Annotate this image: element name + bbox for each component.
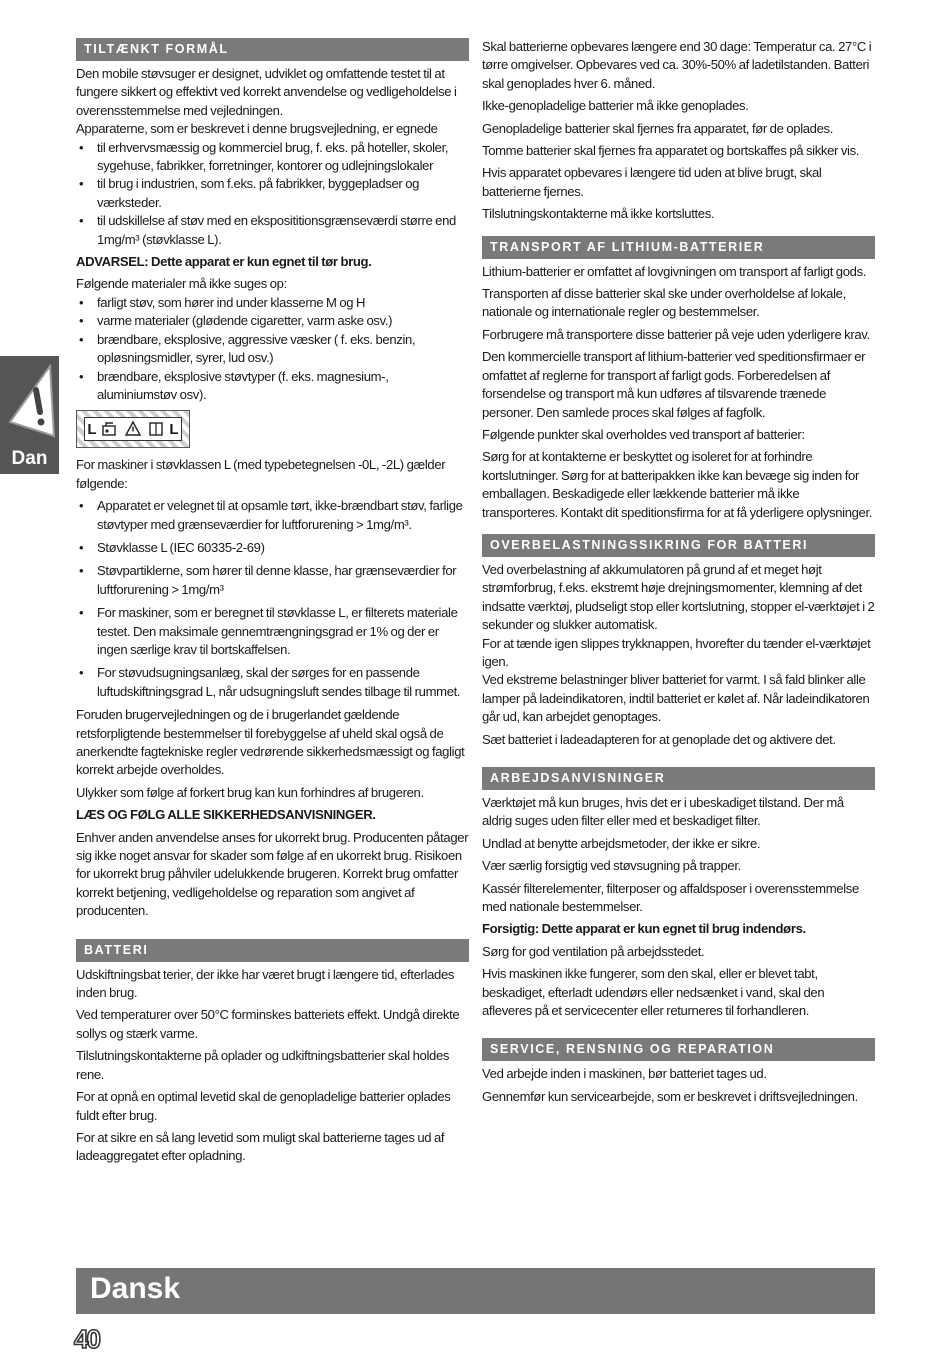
page-number: 40 [74, 1324, 99, 1354]
language-code: Dan [11, 448, 48, 469]
language-side-tab [0, 356, 59, 474]
paragraph: Lithium-batterier er omfattet af lovgivningen om transport af farligt gods. [482, 263, 867, 279]
paragraph: Ved ekstreme belastninger bliver batteriet for varmt. I så fald blinker alle lamper på ladeindikatoren, indtil batteriet er kølet af. Når ladeindikatoren går ud, kan arbejdet genoptages. [482, 672, 870, 725]
section-heading-overload: OVERBELASTNINGSSIKRING FOR BATTERI [482, 534, 875, 557]
paragraph: Ikke-genopladelige batterier må ikke genoplades. [482, 98, 749, 114]
list-item: • farligt støv, som hører ind under klasserne M og H [76, 294, 469, 312]
dust-class-letter: L [169, 420, 179, 438]
paragraph: Den mobile støvsuger er designet, udviklet og omfattende testet til at fungere sikkert og effektivt ved korrekt anvendelse og vedligeholdelse i overensstemmelse med vejledningen. [76, 66, 457, 118]
list-item: • Apparatet er velegnet til at opsamle tørt, ikke-brændbart støv, farlige støvtyper med grænseværdier for luftforurening > 1mg/m³. [76, 497, 469, 534]
paragraph: Enhver anden anvendelse anses for ukorrekt brug. Producenten påtager sig ikke noget ansvar for skader som følge af en ukorrekt brug. Risikoen for ukorrekt brug påhviler udelukkende brugeren. Korrekt brug omfatter korrekt betjening, vedligeholdelse og reparation som angivet af producenten. [76, 829, 469, 919]
paragraph: Gennemfør kun servicearbejde, som er beskrevet i driftsvejledningen. [482, 1088, 858, 1104]
section-heading-service: SERVICE, RENSNING OG REPARATION [482, 1038, 875, 1061]
section-heading-intended-use: TILTÆNKT FORMÅL [76, 38, 469, 61]
list-item: • til erhvervsmæssig og kommerciel brug, f. eks. på hoteller, skoler, sygehuse, fabrikker, forretninger, kontorer og udlejningslokaler [76, 139, 469, 176]
paragraph: Undlad at benytte arbejdsmetoder, der ikke er sikre. [482, 835, 761, 851]
right-column [482, 38, 875, 1110]
paragraph: Tilslutningskontakterne på oplader og udkiftningsbatterier skal holdes rene. [76, 1048, 450, 1082]
paragraph: Følgende punkter skal overholdes ved transport af batterier: [482, 426, 805, 442]
dust-class-l-symbol [76, 410, 190, 448]
list-item: • varme materialer (glødende cigaretter, varm aske osv.) [76, 312, 469, 330]
paragraph: Tomme batterier skal fjernes fra apparatet og bortskaffes på sikker vis. [482, 143, 860, 159]
list [76, 139, 469, 249]
list-item: • brændbare, eksplosive, aggressive væsker ( f. eks. benzin, opløsningsmidler, syrer, lud osv.) [76, 331, 469, 368]
dust-class-letter: L [87, 420, 97, 438]
paragraph: Genopladelige batterier skal fjernes fra apparatet, før de oplades. [482, 120, 834, 136]
paragraph: For at tænde igen slippes trykknappen, hvorefter du tænder el-værktøjet igen. [482, 635, 871, 669]
paragraph: Apparaterne, som er beskrevet i denne brugsvejledning, er egnede [76, 121, 438, 137]
paragraph: Ved arbejde inden i maskinen, bør batteriet tages ud. [482, 1066, 767, 1082]
paragraph: Transporten af disse batterier skal ske under overholdelse af lokale, nationale og internationale regler og bestemmelser. [482, 286, 846, 320]
section-heading-battery: BATTERI [76, 939, 469, 962]
warning-icon [124, 420, 142, 438]
footer-language-bar [76, 1268, 875, 1314]
paragraph: Sørg for at kontakterne er beskyttet og isoleret for at forhindre kortslutninger. Sørg for at batteripakken ikke kan bevæge sig inden for emballagen. Beskadigede eller lækkende batterier må ikke transporteres. Kontakt dit speditionsfirma for at få yderligere oplysninger. [482, 449, 873, 520]
paragraph: For maskiner i støvklassen L (med typebetegnelsen -0L, -2L) gælder følgende: [76, 457, 446, 491]
paragraph: For at opnå en optimal levetid skal de genopladelige batterier oplades fuldt efter brug. [76, 1089, 451, 1123]
footer-language-label: Dansk [90, 1272, 181, 1305]
paragraph: Ulykker som følge af forkert brug kan kun forhindres af brugeren. [76, 784, 424, 800]
manual-book-icon [147, 420, 165, 438]
list [76, 294, 469, 404]
list-item: • til udskillelse af støv med en eksposititionsgrænseværdi større end 1mg/m³ (støvklasse L). [76, 212, 469, 249]
paragraph: Skal batterierne opbevares længere end 30 dage: Temperatur ca. 27°C i tørre omgivelser. Opbevares ved ca. 30%-50% af ladetilstanden. Batteri skal genoplades hver 6. måned. [482, 39, 872, 91]
paragraph: Kassér filterelementer, filterposer og affaldsposer i overensstemmelse med nationale bestemmelser. [482, 880, 859, 915]
paragraph: Vær særlig forsigtig ved støvsugning på trapper. [482, 858, 741, 874]
paragraph: Hvis maskinen ikke fungerer, som den skal, eller er blevet tabt, beskadiget, efterladt udendørs eller nedsænket i vand, skal den afleveres på et servicecenter eller returneres til forhandleren. [482, 966, 825, 1019]
safety-instruction-heading: LÆS OG FØLG ALLE SIKKERHEDSANVISNINGER. [76, 807, 376, 823]
section-heading-work-instructions: ARBEJDSANVISNINGER [482, 767, 875, 790]
paragraph: Udskiftningsbat terier, der ikke har været brugt i længere tid, efterlades inden brug. [76, 966, 455, 1001]
paragraph: Hvis apparatet opbevares i længere tid uden at blive brugt, skal batterierne fjernes. [482, 165, 822, 199]
paragraph: Følgende materialer må ikke suges op: [76, 276, 287, 292]
list-item: • Støvklasse L (IEC 60335-2-69) [76, 539, 469, 557]
warning-text: ADVARSEL: Dette apparat er kun egnet til tør brug. [76, 254, 372, 270]
section-heading-transport: TRANSPORT AF LITHIUM-BATTERIER [482, 236, 875, 259]
paragraph: Ved temperaturer over 50°C forminskes batteriets effekt. Undgå direkte sollys og stærk varme. [76, 1007, 460, 1041]
list-item: • til brug i industrien, som f.eks. på fabrikker, byggepladser og værksteder. [76, 175, 469, 212]
paragraph: Foruden brugervejledningen og de i brugerlandet gældende retsforpligtende bestemmelser til forebyggelse af uheld skal også de anerkendte fagtekniske regler vedrørende sikkerhedsmæssigt og fagligt korrekt arbejde overholdes. [76, 707, 465, 778]
vacuum-icon [101, 420, 119, 438]
paragraph: Den kommercielle transport af lithium-batterier ved speditionsfirmaer er omfattet af reglerne for transport af farligt gods. Forberedelsen af forsendelse og transport må kun udføres af tilsvarende trænede personer. Den samlede proces skal følges af fagfolk. [482, 349, 866, 420]
paragraph: Ved overbelastning af akkumulatoren på grund af et meget højt strømforbrug, f.eks. ekstremt høje drejningsmomenter, klemning af det indsatte værktøj, pludseligt stop eller kortslutning, stopper el-værktøjet i 2 sekunder og slukker automatisk. [482, 561, 875, 633]
paragraph: Sørg for god ventilation på arbejdsstedet. [482, 943, 705, 959]
list-item: • brændbare, eksplosive støvtyper (f. eks. magnesium-, aluminiumstøv osv). [76, 368, 469, 405]
list [76, 497, 469, 701]
paragraph: Værktøjet må kun bruges, hvis det er i ubeskadiget tilstand. Der må aldrig suges uden filter eller med et beskadiget filter. [482, 795, 844, 829]
caution-text: Forsigtig: Dette apparat er kun egnet til brug indendørs. [482, 921, 806, 937]
list-item: • For støvudsugningsanlæg, skal der sørges for en passende luftudskiftningsgrad L, når udsugningsluft sendes tilbage til rummet. [76, 664, 469, 701]
warning-triangle-icon [6, 364, 58, 440]
paragraph: Forbrugere må transportere disse batterier på veje uden yderligere krav. [482, 326, 870, 342]
paragraph: Tilslutningskontakterne må ikke kortsluttes. [482, 206, 715, 222]
list-item: • For maskiner, som er beregnet til støvklasse L, er filterets materiale testet. Den maksimale gennemtrængningsgrad er 1% og der er ingen særlige krav til bortskaffelsen. [76, 604, 469, 659]
paragraph: Sæt batteriet i ladeadapteren for at genoplade det og aktivere det. [482, 731, 836, 747]
left-column [76, 38, 469, 1170]
list-item: • Støvpartiklerne, som hører til denne klasse, har grænseværdier for luftforurening > 1mg/m³ [76, 562, 469, 599]
paragraph: For at sikre en så lang levetid som muligt skal batterierne tages ud af ladeaggregatet efter opladning. [76, 1129, 445, 1164]
